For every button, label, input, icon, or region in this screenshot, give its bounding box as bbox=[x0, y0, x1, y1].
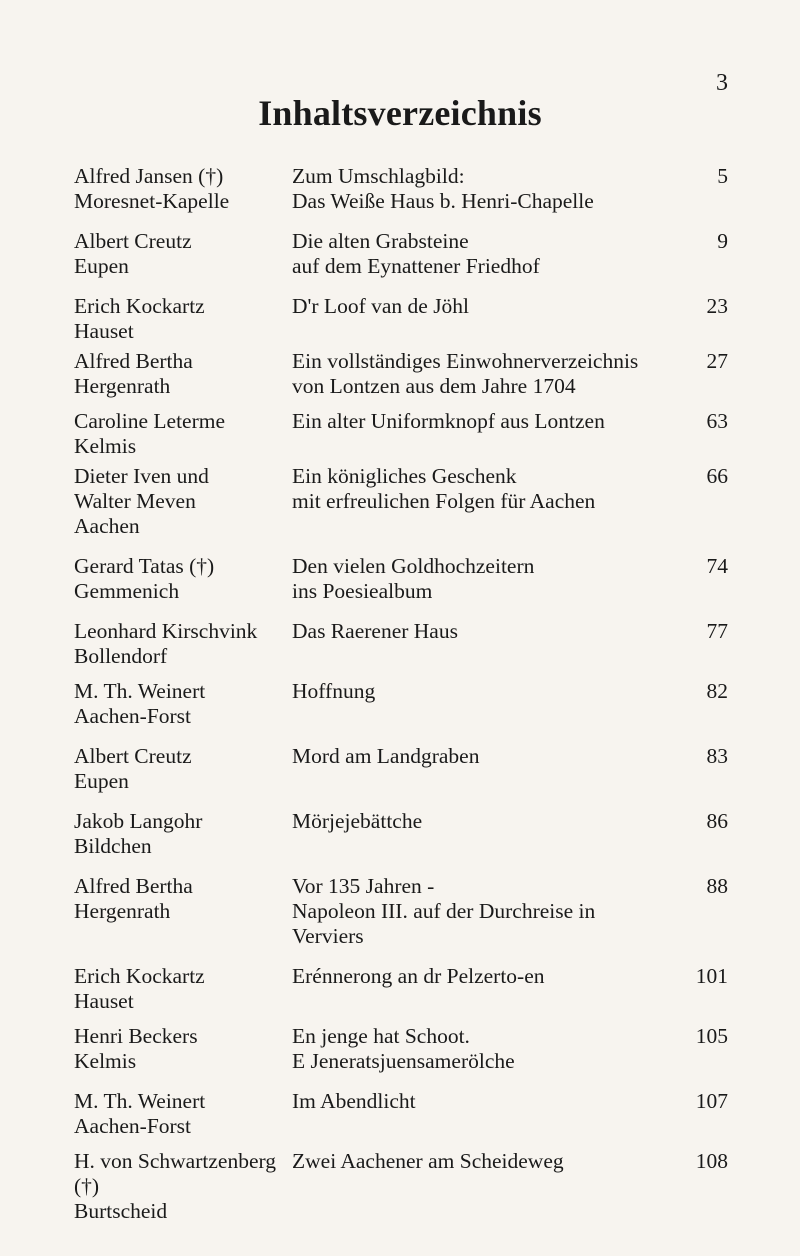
toc-page-number: 107 bbox=[695, 1089, 728, 1113]
author-name: Albert Creutz bbox=[74, 744, 192, 768]
article-title-line: ins Poesiealbum bbox=[292, 579, 433, 603]
toc-author bbox=[74, 464, 292, 539]
toc-article-title bbox=[292, 1024, 668, 1074]
author-name: M. Th. Weinert bbox=[74, 679, 206, 703]
author-place: Hauset bbox=[74, 989, 134, 1013]
article-title-line: Erénnerong an dr Pelzerto-en bbox=[292, 964, 545, 988]
article-title-line: Den vielen Goldhochzeitern bbox=[292, 554, 535, 578]
author-name: H. von Schwartzenberg (†) bbox=[74, 1149, 277, 1198]
toc-author bbox=[74, 744, 292, 794]
author-name: Erich Kockartz bbox=[74, 964, 205, 988]
article-title-line: Im Abendlicht bbox=[292, 1089, 416, 1113]
article-title-line: Vor 135 Jahren - bbox=[292, 874, 435, 898]
author-place: Moresnet-Kapelle bbox=[74, 189, 230, 213]
toc-entry bbox=[74, 349, 728, 399]
toc-author bbox=[74, 809, 292, 859]
toc-entry bbox=[74, 1149, 728, 1224]
toc-article-title bbox=[292, 809, 668, 859]
author-name: Alfred Jansen (†) bbox=[74, 164, 224, 188]
toc-page-number: 66 bbox=[706, 464, 728, 488]
toc-article-title bbox=[292, 464, 668, 539]
toc-author bbox=[74, 409, 292, 459]
page-title: Inhaltsverzeichnis bbox=[258, 93, 542, 133]
article-title-line: E Jeneratsjuensamerölche bbox=[292, 1049, 515, 1073]
toc-author bbox=[74, 874, 292, 949]
toc-article-title bbox=[292, 349, 668, 399]
toc-article-title bbox=[292, 964, 668, 1014]
author-place: Eupen bbox=[74, 769, 129, 793]
toc-author bbox=[74, 1089, 292, 1139]
article-title-line: Das Raerener Haus bbox=[292, 619, 458, 643]
author-place: Bildchen bbox=[74, 834, 152, 858]
toc-author bbox=[74, 229, 292, 279]
article-title-line: Ein königliches Geschenk bbox=[292, 464, 517, 488]
toc-page-number: 9 bbox=[717, 229, 728, 253]
toc-entry bbox=[74, 409, 728, 459]
toc-article-title bbox=[292, 554, 668, 604]
article-title-line: Mord am Landgraben bbox=[292, 744, 480, 768]
toc-entry bbox=[74, 294, 728, 344]
toc-author bbox=[74, 1024, 292, 1074]
author-name: Dieter Iven und bbox=[74, 464, 209, 488]
toc-author bbox=[74, 554, 292, 604]
article-title-line: Die alten Grabsteine bbox=[292, 229, 469, 253]
toc-entry bbox=[74, 554, 728, 604]
author-place: Hergenrath bbox=[74, 899, 171, 923]
toc-author bbox=[74, 349, 292, 399]
toc-article-title bbox=[292, 164, 668, 214]
toc-entry bbox=[74, 679, 728, 729]
author-place: Aachen-Forst bbox=[74, 704, 192, 728]
toc-author bbox=[74, 619, 292, 669]
author-place: Eupen bbox=[74, 254, 129, 278]
author-name: Henri Beckers bbox=[74, 1024, 198, 1048]
toc-entry bbox=[74, 464, 728, 539]
toc-page-number: 105 bbox=[695, 1024, 728, 1048]
author-name: Alfred Bertha bbox=[74, 349, 193, 373]
author-place: Walter Meven bbox=[74, 489, 196, 513]
author-place: Hergenrath bbox=[74, 374, 171, 398]
table-of-contents bbox=[74, 164, 728, 1224]
toc-page-number: 108 bbox=[695, 1149, 728, 1173]
toc-author bbox=[74, 294, 292, 344]
author-place: Gemmenich bbox=[74, 579, 180, 603]
page-number: 3 bbox=[716, 70, 728, 96]
toc-entry bbox=[74, 964, 728, 1014]
toc-entry bbox=[74, 164, 728, 214]
article-title-line: En jenge hat Schoot. bbox=[292, 1024, 470, 1048]
toc-article-title bbox=[292, 229, 668, 279]
article-title-line: D'r Loof van de Jöhl bbox=[292, 294, 470, 318]
toc-article-title bbox=[292, 1089, 668, 1139]
toc-page-number: 5 bbox=[717, 164, 728, 188]
article-title-line: Mörjejebättche bbox=[292, 809, 423, 833]
toc-page-number: 88 bbox=[706, 874, 728, 898]
toc-entry bbox=[74, 619, 728, 669]
toc-article-title bbox=[292, 679, 668, 729]
author-name: Albert Creutz bbox=[74, 229, 192, 253]
article-title-line: Zum Umschlagbild: bbox=[292, 164, 465, 188]
toc-entry bbox=[74, 809, 728, 859]
toc-page-number: 74 bbox=[706, 554, 728, 578]
toc-article-title bbox=[292, 1149, 668, 1224]
author-name: Gerard Tatas (†) bbox=[74, 554, 215, 578]
author-place: Bollendorf bbox=[74, 644, 168, 668]
toc-author bbox=[74, 164, 292, 214]
toc-page-number: 23 bbox=[706, 294, 728, 318]
toc-page-number: 86 bbox=[706, 809, 728, 833]
article-title-line: Hoffnung bbox=[292, 679, 376, 703]
author-place: Kelmis bbox=[74, 1049, 137, 1073]
author-name: Erich Kockartz bbox=[74, 294, 205, 318]
author-name: M. Th. Weinert bbox=[74, 1089, 206, 1113]
author-name: Leonhard Kirschvink bbox=[74, 619, 258, 643]
toc-page-number: 101 bbox=[695, 964, 728, 988]
article-title-line: Napoleon III. auf der Durchreise in Verviers bbox=[292, 899, 596, 948]
toc-page-number: 83 bbox=[706, 744, 728, 768]
author-name: Jakob Langohr bbox=[74, 809, 203, 833]
toc-page-number: 63 bbox=[706, 409, 728, 433]
toc-entry bbox=[74, 1089, 728, 1139]
article-title-line: Zwei Aachener am Scheideweg bbox=[292, 1149, 564, 1173]
author-place: Hauset bbox=[74, 319, 134, 343]
toc-entry bbox=[74, 874, 728, 949]
article-title-line: Das Weiße Haus b. Henri-Chapelle bbox=[292, 189, 594, 213]
author-name: Alfred Bertha bbox=[74, 874, 193, 898]
toc-page-number: 82 bbox=[706, 679, 728, 703]
toc-article-title bbox=[292, 294, 668, 344]
author-place: Kelmis bbox=[74, 434, 137, 458]
article-title-line: mit erfreulichen Folgen für Aachen bbox=[292, 489, 596, 513]
author-place: Aachen bbox=[74, 514, 140, 538]
toc-article-title bbox=[292, 619, 668, 669]
toc-entry bbox=[74, 229, 728, 279]
toc-entry bbox=[74, 744, 728, 794]
author-place: Burtscheid bbox=[74, 1199, 168, 1223]
toc-page-number: 27 bbox=[706, 349, 728, 373]
toc-entry bbox=[74, 1024, 728, 1074]
toc-article-title bbox=[292, 874, 668, 949]
toc-article-title bbox=[292, 744, 668, 794]
toc-page-number: 77 bbox=[706, 619, 728, 643]
article-title-line: Ein vollständiges Einwohnerverzeichnis bbox=[292, 349, 639, 373]
article-title-line: auf dem Eynattener Friedhof bbox=[292, 254, 540, 278]
toc-author bbox=[74, 1149, 292, 1224]
toc-author bbox=[74, 679, 292, 729]
author-place: Aachen-Forst bbox=[74, 1114, 192, 1138]
toc-article-title bbox=[292, 409, 668, 459]
article-title-line: von Lontzen aus dem Jahre 1704 bbox=[292, 374, 576, 398]
toc-author bbox=[74, 964, 292, 1014]
author-name: Caroline Leterme bbox=[74, 409, 226, 433]
article-title-line: Ein alter Uniformknopf aus Lontzen bbox=[292, 409, 605, 433]
